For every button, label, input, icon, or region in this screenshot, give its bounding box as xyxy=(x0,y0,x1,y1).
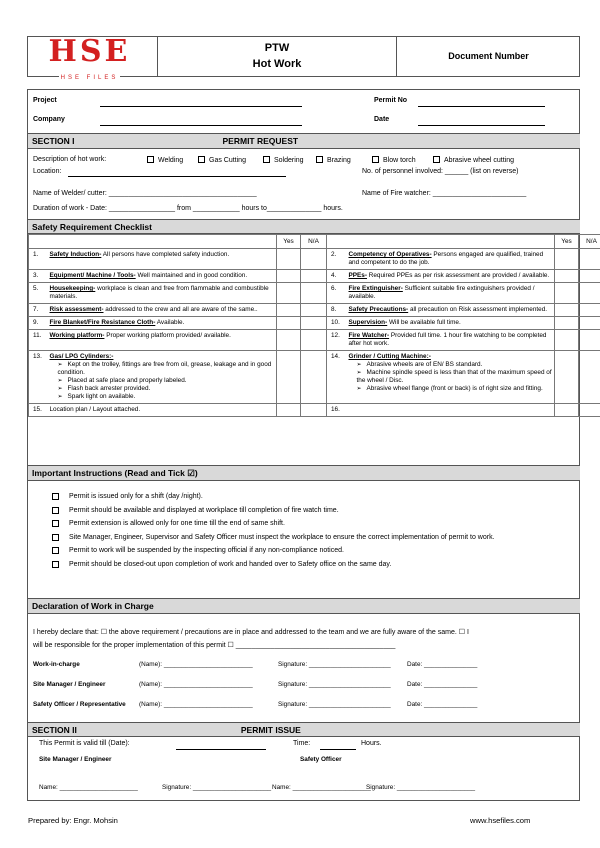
signoff-row xyxy=(33,681,573,689)
instructions-list xyxy=(52,490,567,571)
table-row xyxy=(29,270,600,283)
list-item: ➢ Abrasive wheels are of EN/ BS standard. xyxy=(357,361,553,369)
location-input[interactable] xyxy=(68,176,286,177)
item-text: PPEs- Required PPEs as per risk assessment are provided / available. xyxy=(347,270,555,283)
yes-cell[interactable] xyxy=(555,283,579,304)
item-number: 1. xyxy=(29,249,48,270)
signature-field[interactable]: Signature: _______________________ xyxy=(278,661,391,668)
item-text: Fire Watcher- Provided full time. 1 hour fire watching to be completed after hot work. xyxy=(347,330,555,351)
na-cell[interactable] xyxy=(301,317,327,330)
list-item: ➢ Abrasive wheel flange (front or back) is of right size and fitting. xyxy=(357,385,553,393)
table-row xyxy=(29,351,600,404)
item-text: Risk assessment- addressed to the crew and all are aware of the same.. xyxy=(48,304,277,317)
company-input[interactable] xyxy=(100,125,302,126)
date-field[interactable]: Date: _______________ xyxy=(407,681,478,688)
valid-till-label: This Permit is valid till (Date): xyxy=(39,740,130,747)
site-manager-label: Site Manager / Engineer xyxy=(39,756,112,763)
na-cell[interactable] xyxy=(301,351,327,404)
issue-name-1[interactable]: Name: ______________________ xyxy=(39,784,138,791)
date-field[interactable]: Date: _______________ xyxy=(407,701,478,708)
list-item: ➢ Kept on the trolley, fittings are free from oil, grease, leakage and in good condition. xyxy=(58,361,275,377)
list-item: ➢ Flash back arrester provided. xyxy=(58,385,275,393)
section2-title: PERMIT ISSUE xyxy=(240,724,301,735)
na-cell[interactable] xyxy=(579,270,600,283)
section2-label: SECTION II xyxy=(32,724,77,735)
safety-officer-label: Safety Officer xyxy=(300,756,342,763)
na-cell[interactable] xyxy=(579,283,600,304)
yes-cell[interactable] xyxy=(555,270,579,283)
item-text: Fire Extinguisher- Sufficient suitable fire extinguishers provided / available. xyxy=(347,283,555,304)
table-row xyxy=(29,283,600,304)
list-item: ➢ Machine spindle speed is less than that of the maximum speed of the wheel / Disc. xyxy=(357,369,553,385)
website: www.hsefiles.com xyxy=(470,816,531,825)
personnel-field[interactable]: No. of personnel involved: ______ (list on reverse) xyxy=(362,168,519,175)
option-brazing[interactable]: Brazing xyxy=(316,156,372,164)
na-header: N/A xyxy=(579,235,600,249)
fire-watcher-field[interactable]: Name of Fire watcher: ________________________ xyxy=(362,190,527,197)
item-number: 11. xyxy=(29,330,48,351)
role-label: Safety Officer / Representative xyxy=(33,701,126,708)
grinder-subitems xyxy=(349,361,553,393)
yes-cell[interactable] xyxy=(555,249,579,270)
list-item: ➢ Spark light on available. xyxy=(58,393,275,401)
option-welding[interactable]: Welding xyxy=(147,156,198,164)
checklist-header-row xyxy=(29,235,600,249)
yes-header: Yes xyxy=(555,235,579,249)
date-input[interactable] xyxy=(418,125,545,126)
na-cell[interactable] xyxy=(579,317,600,330)
na-cell[interactable] xyxy=(301,330,327,351)
instructions-header: Important Instructions (Read and Tick ☑) xyxy=(28,465,580,481)
item-text: Housekeeping- workplace is clean and free from flammable and combustible materials. xyxy=(48,283,277,304)
na-cell[interactable] xyxy=(301,283,327,304)
item-number: 6. xyxy=(327,283,347,304)
role-label: Work-in-charge xyxy=(33,661,80,668)
instruction-item[interactable]: Permit is issued only for a shift (day /night). xyxy=(52,490,567,504)
na-cell[interactable] xyxy=(579,304,600,317)
signature-field[interactable]: Signature: _______________________ xyxy=(278,681,391,688)
prepared-by: Prepared by: Engr. Mohsin xyxy=(28,816,118,825)
doc-title-line1: PTW xyxy=(264,42,290,54)
item-number: 9. xyxy=(29,317,48,330)
duration-field[interactable]: Duration of work - Date: _________________ from ____________ hours to______________ hours. xyxy=(33,205,343,212)
yes-cell[interactable] xyxy=(555,351,579,404)
na-cell[interactable] xyxy=(579,249,600,270)
yes-cell[interactable] xyxy=(277,330,301,351)
instruction-item[interactable]: Permit should be closed-out upon completion of work and handed over to Safety office on the same day. xyxy=(52,558,567,572)
na-header: N/A xyxy=(301,235,327,249)
item-text: Safety Induction- All persons have completed safety induction. xyxy=(48,249,277,270)
hot-work-description xyxy=(33,156,514,164)
item-text: Gas/ LPG Cylinders:- ➢ Kept on the trolley, fittings are free from oil, grease, leakage and in good condition. ➢ Placed at safe place and properly labeled. ➢ Flash back arrester provided. ➢ Spark light on available. xyxy=(48,351,277,404)
item-text: Equipment/ Machine / Tools- Well maintained and in good condition. xyxy=(48,270,277,283)
name-field[interactable]: (Name): _________________________ xyxy=(139,701,253,708)
logo xyxy=(42,34,137,81)
location-label: Location: xyxy=(33,168,62,175)
yes-cell[interactable] xyxy=(277,270,301,283)
issue-signature-2[interactable]: Signature: ______________________ xyxy=(366,784,476,791)
section1-header xyxy=(28,133,580,149)
issue-signature-1[interactable]: Signature: ______________________ xyxy=(162,784,272,791)
option-abrasive-wheel[interactable]: Abrasive wheel cutting xyxy=(433,156,514,164)
item-number: 10. xyxy=(327,317,347,330)
yes-cell[interactable] xyxy=(277,283,301,304)
date-field[interactable]: Date: _______________ xyxy=(407,661,478,668)
signoff-row xyxy=(33,661,573,669)
signature-field[interactable]: Signature: _______________________ xyxy=(278,701,391,708)
option-blow-torch[interactable]: Blow torch xyxy=(372,156,433,164)
date-label: Date xyxy=(374,116,390,123)
table-row xyxy=(29,404,600,417)
permit-no-input[interactable] xyxy=(418,106,545,107)
list-item: ➢ Placed at safe place and properly labeled. xyxy=(58,377,275,385)
gas-cylinder-subitems xyxy=(50,361,275,401)
table-row xyxy=(29,330,600,351)
item-number: 14. xyxy=(327,351,347,404)
permit-no-label: Permit No xyxy=(374,97,408,104)
na-cell[interactable] xyxy=(579,351,600,404)
na-cell[interactable] xyxy=(301,404,327,417)
item-text: Supervision- Will be available full time. xyxy=(347,317,555,330)
table-row xyxy=(29,317,600,330)
yes-cell[interactable] xyxy=(555,404,579,417)
yes-cell[interactable] xyxy=(555,330,579,351)
signoff-row xyxy=(33,701,573,709)
checklist-header: Safety Requirement Checklist xyxy=(28,219,580,234)
doc-title-line2: Hot Work xyxy=(252,58,302,70)
project-input[interactable] xyxy=(100,106,302,107)
time-label: Time: xyxy=(293,740,311,747)
instruction-item[interactable]: Permit to work will be suspended by the inspecting official if any non-compliance noticed. xyxy=(52,544,567,558)
option-soldering[interactable]: Soldering xyxy=(263,156,316,164)
item-text: Location plan / Layout attached. xyxy=(48,404,277,417)
issue-name-2[interactable]: Name: ______________________ xyxy=(272,784,371,791)
yes-cell[interactable] xyxy=(277,404,301,417)
name-field[interactable]: (Name): _________________________ xyxy=(139,661,253,668)
valid-till-input[interactable] xyxy=(176,749,266,750)
description-label: Description of hot work: xyxy=(33,156,107,163)
company-label: Company xyxy=(33,116,65,123)
item-text: Fire Blanket/Fire Resistance Cloth- Available. xyxy=(48,317,277,330)
declaration-header: Declaration of Work in Charge xyxy=(28,598,580,614)
logo-text: HSE xyxy=(48,34,131,69)
checklist-table xyxy=(28,234,600,417)
item-number: 2. xyxy=(327,249,347,270)
yes-cell[interactable] xyxy=(277,249,301,270)
item-number: 3. xyxy=(29,270,48,283)
yes-cell[interactable] xyxy=(277,317,301,330)
option-gas-cutting[interactable]: Gas Cutting xyxy=(198,156,263,164)
yes-cell[interactable] xyxy=(277,304,301,317)
document-number-label: Document Number xyxy=(448,51,529,61)
yes-header: Yes xyxy=(277,235,301,249)
yes-cell[interactable] xyxy=(555,317,579,330)
welder-field[interactable]: Name of Welder/ cutter: ______________________________________ xyxy=(33,190,257,197)
section1-title: PERMIT REQUEST xyxy=(222,136,299,146)
yes-cell[interactable] xyxy=(555,304,579,317)
item-number: 4. xyxy=(327,270,347,283)
na-cell[interactable] xyxy=(579,330,600,351)
project-label: Project xyxy=(33,97,57,104)
na-cell[interactable] xyxy=(301,304,327,317)
section1-label: SECTION I xyxy=(32,136,75,146)
item-number: 12. xyxy=(327,330,347,351)
na-cell[interactable] xyxy=(301,270,327,283)
hours-label: Hours. xyxy=(361,740,382,747)
item-number: 13. xyxy=(29,351,48,404)
na-cell[interactable] xyxy=(301,249,327,270)
item-text: Competency of Operatives- Persons engaged are qualified, trained and competent to do the job. xyxy=(347,249,555,270)
yes-cell[interactable] xyxy=(277,351,301,404)
item-number: 15. xyxy=(29,404,48,417)
instruction-item[interactable]: Permit should be available and displayed at workplace till completion of fire watch time. xyxy=(52,504,567,518)
item-text: Grinder / Cutting Machine:- ➢ Abrasive wheels are of EN/ BS standard. ➢ Machine spindle speed is less than that of the maximum speed of the wheel / Disc. ➢ Abrasive wheel flange (front or back) is of right size and fitting. xyxy=(347,351,555,404)
table-row xyxy=(29,249,600,270)
item-number: 7. xyxy=(29,304,48,317)
time-input[interactable] xyxy=(320,749,356,750)
instruction-item[interactable]: Permit extension is allowed only for one time till the end of same shift. xyxy=(52,517,567,531)
instruction-item[interactable]: Site Manager, Engineer, Supervisor and Safety Officer must inspect the workplace to ensure the correct implementation of permit to work. xyxy=(52,531,567,545)
item-number: 8. xyxy=(327,304,347,317)
na-cell[interactable] xyxy=(579,404,600,417)
item-text: Safety Precautions- all precaution on Risk assessment implemented. xyxy=(347,304,555,317)
table-row xyxy=(29,304,600,317)
role-label: Site Manager / Engineer xyxy=(33,681,106,688)
declaration-text-1: I hereby declare that: ☐ the above requirement / precautions are in place and addressed to the team and we are fully aware of the same. ☐ I xyxy=(33,629,469,636)
declaration-text-2: will be responsible for the proper implementation of this permit ☐ _________________________________________ xyxy=(33,642,396,649)
item-text: Working platform- Proper working platform provided/ available. xyxy=(48,330,277,351)
logo-subtext: HSE FILES xyxy=(60,75,119,81)
item-number: 5. xyxy=(29,283,48,304)
section2-header xyxy=(28,722,580,737)
item-number: 16. xyxy=(327,404,347,417)
name-field[interactable]: (Name): _________________________ xyxy=(139,681,253,688)
